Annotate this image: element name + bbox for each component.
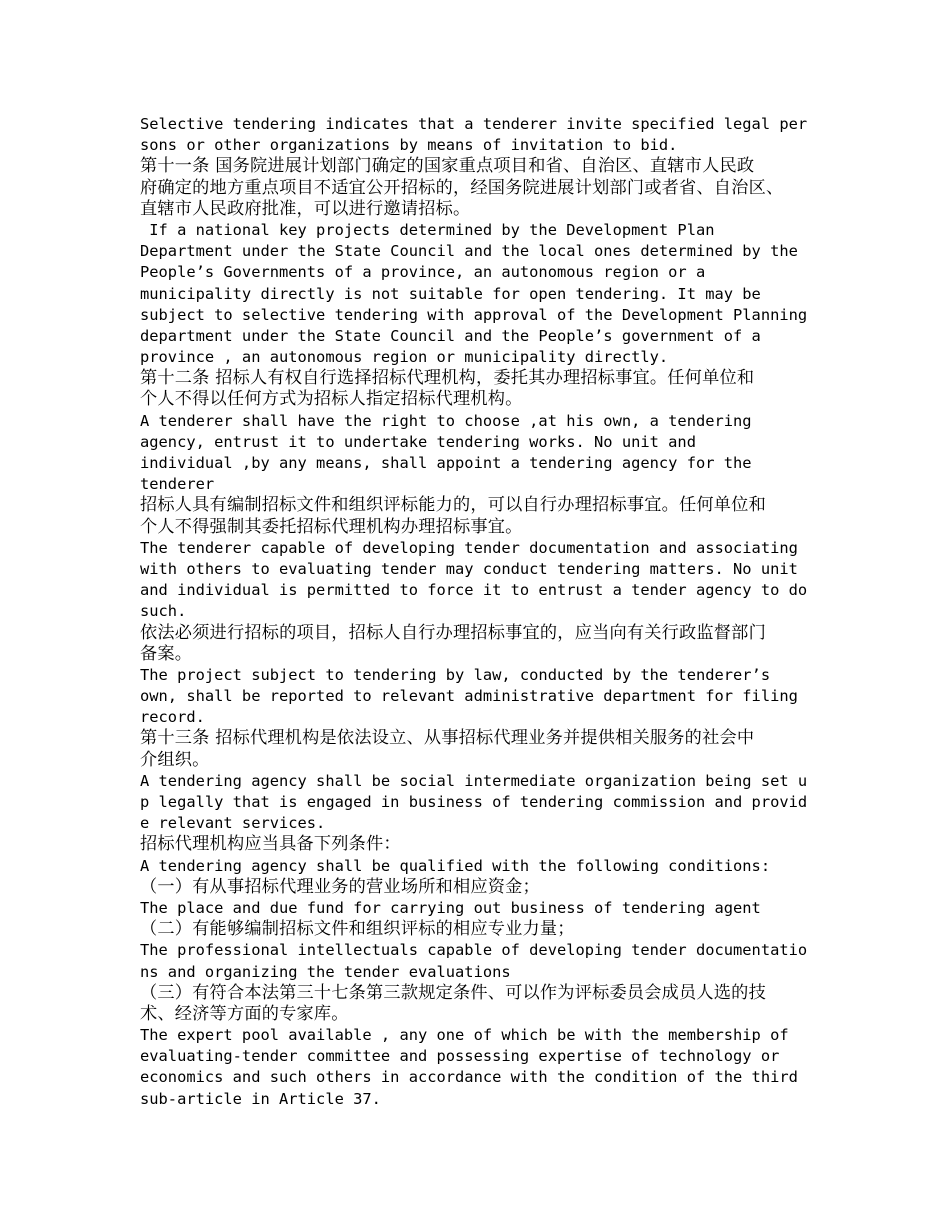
chinese-text-line: 术、经济等方面的专家库。 (140, 1003, 349, 1024)
document-page (140, 114, 820, 1110)
english-text-line: individual ,by any means, shall appoint a tendering agency for the (140, 454, 752, 472)
english-text-line: sub-article in Article 37. (140, 1089, 381, 1108)
english-text-line: with others to evaluating tender may conduct tendering matters. No unit (140, 559, 798, 578)
chinese-text-line: 第十一条 国务院进展计划部门确定的国家重点项目和省、自治区、直辖市人民政 (140, 156, 755, 177)
english-text-line: A tendering agency shall be qualified with the following conditions: (140, 856, 771, 875)
chinese-text-line: （三）有符合本法第三十七条第三款规定条件、可以作为评标委员会成员人选的技 (140, 982, 766, 1003)
english-text-line: ns and organizing the tender evaluations (140, 962, 511, 981)
english-text-line: agency, entrust it to undertake tendering works. No unit and (140, 432, 696, 451)
english-text-line: sons or other organizations by means of invitation to bid. (140, 136, 678, 155)
chinese-text-line: 介组织。 (140, 749, 210, 770)
english-text-line: province , an autonomous region or municipality directly. (140, 348, 669, 367)
english-text-line: economics and such others in accordance with the condition of the third (140, 1068, 798, 1087)
english-text-line: record. (140, 708, 205, 727)
english-text-line: The project subject to tendering by law, conducted by the tenderer’s (140, 665, 771, 684)
english-text-line: e relevant services. (140, 814, 326, 833)
english-text-line: evaluating-tender committee and possessing expertise of technology or (140, 1047, 780, 1066)
chinese-text-line: （一）有从事招标代理业务的营业场所和相应资金； (140, 876, 540, 897)
english-text-line: The expert pool available , any one of which be with the membership of (140, 1026, 789, 1045)
chinese-text-line: 第十二条 招标人有权自行选择招标代理机构，委托其办理招标事宜。任何单位和 (140, 368, 755, 389)
english-text-line: The place and due fund for carrying out business of tendering agent (140, 898, 761, 917)
english-text-line: If a national key projects determined by the Development Plan (140, 220, 715, 239)
chinese-text-line: 招标人具有编制招标文件和组织评标能力的，可以自行办理招标事宜。任何单位和 (140, 495, 766, 516)
english-text-line: municipality directly is not suitable for open tendering. It may be (140, 284, 761, 303)
english-text-line: own, shall be reported to relevant administrative department for filing (140, 687, 798, 706)
english-text-line: p legally that is engaged in business of tendering commission and provid (140, 793, 808, 811)
chinese-text-line: 直辖市人民政府批准，可以进行邀请招标。 (140, 198, 471, 219)
chinese-text-line: 备案。 (140, 643, 193, 664)
english-text-line: People’s Governments of a province, an autonomous region or a (140, 263, 706, 282)
english-text-line: The tenderer capable of developing tender documentation and associating (140, 538, 798, 557)
english-text-line: subject to selective tendering with approval of the Development Planning (140, 305, 808, 324)
english-text-line: A tendering agency shall be social intermediate organization being set u (140, 771, 808, 790)
english-text-line: tenderer (140, 475, 215, 494)
chinese-text-line: （二）有能够编制招标文件和组织评标的相应专业力量； (140, 919, 575, 940)
chinese-text-line: 依法必须进行招标的项目，招标人自行办理招标事宜的，应当向有关行政监督部门 (140, 622, 766, 643)
english-text-line: and individual is permitted to force it to entrust a tender agency to do (140, 581, 808, 600)
english-text-line: The professional intellectuals capable of developing tender documentatio (140, 941, 808, 960)
chinese-text-line: 个人不得强制其委托招标代理机构办理招标事宜。 (140, 516, 523, 537)
english-text-line: such. (140, 602, 187, 621)
english-text-line: department under the State Council and the People’s government of a (140, 326, 761, 345)
english-text-line: A tenderer shall have the right to choose ,at his own, a tendering (140, 411, 752, 430)
chinese-text-line: 第十三条 招标代理机构是依法设立、从事招标代理业务并提供相关服务的社会中 (140, 728, 755, 749)
chinese-text-line: 个人不得以任何方式为招标人指定招标代理机构。 (140, 389, 523, 410)
chinese-text-line: 府确定的地方重点项目不适宜公开招标的，经国务院进展计划部门或者省、自治区、 (140, 177, 784, 198)
chinese-text-line: 招标代理机构应当具备下列条件： (140, 834, 401, 855)
english-text-line: Department under the State Council and the local ones determined by the (140, 242, 798, 261)
english-text-line: Selective tendering indicates that a tenderer invite specified legal per (140, 115, 808, 133)
